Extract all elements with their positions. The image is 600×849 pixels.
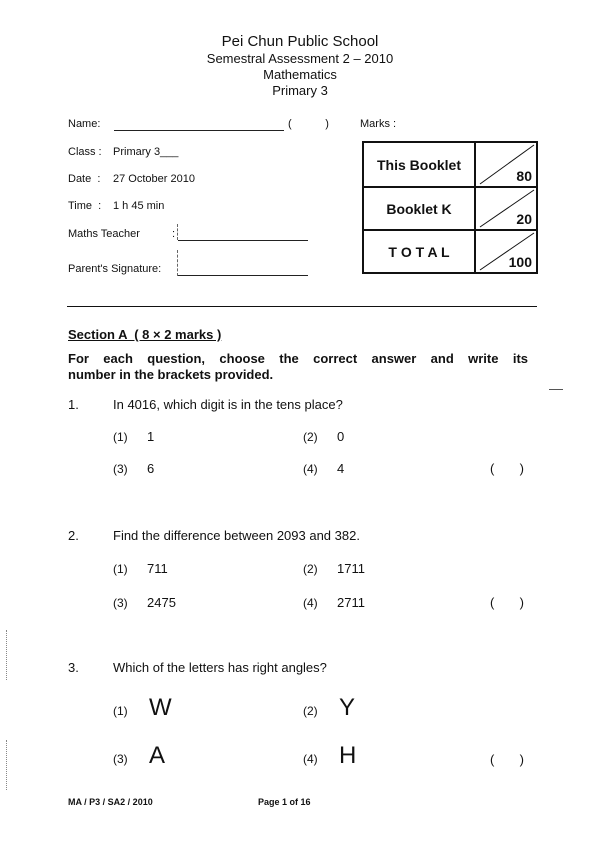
marks-score-cell	[475, 187, 537, 230]
time-label: Time :	[68, 200, 102, 212]
section-instruction-line1: For each question, choose the correct answer and write its	[68, 351, 528, 366]
marks-row-total	[363, 230, 537, 273]
option-number: (3)	[113, 596, 128, 610]
section-title: Section A ( 8 × 2 marks )	[68, 327, 222, 342]
marks-row-label: This Booklet	[363, 142, 475, 187]
marks-score: 100	[508, 254, 532, 270]
marks-row-booklet	[363, 142, 537, 187]
class-label: Class :	[68, 146, 102, 158]
scan-mark	[549, 389, 563, 390]
marks-row-label: T O T A L	[363, 230, 475, 273]
marks-label: Marks :	[360, 118, 397, 130]
option-number: (1)	[113, 430, 128, 444]
scan-mark	[6, 630, 7, 680]
marks-row-label: Booklet K	[363, 187, 475, 230]
option-3[interactable]	[113, 595, 176, 610]
option-value: 4	[337, 461, 345, 476]
option-value: 1711	[337, 561, 365, 576]
option-1[interactable]	[113, 561, 168, 576]
option-value: 1	[147, 429, 155, 444]
question-text: In 4016, which digit is in the tens place?	[113, 397, 343, 412]
option-4[interactable]	[303, 461, 344, 476]
option-value: W	[149, 694, 172, 721]
option-number: (3)	[113, 462, 128, 476]
date-label: Date :	[68, 173, 101, 185]
name-line[interactable]	[114, 130, 284, 131]
marks-score-cell	[475, 142, 537, 187]
question-text: Which of the letters has right angles?	[113, 660, 327, 675]
school-name: Pei Chun Public School	[221, 33, 379, 50]
name-label: Name:	[68, 118, 101, 130]
date-value: 27 October 2010	[113, 173, 195, 185]
subject-title: Mathematics	[263, 67, 337, 82]
option-number: (2)	[303, 562, 318, 576]
teacher-line[interactable]	[178, 240, 308, 241]
question-number: 2.	[68, 528, 79, 543]
option-1[interactable]	[113, 429, 154, 444]
option-number: (1)	[113, 704, 128, 718]
option-value: H	[339, 742, 357, 769]
option-3[interactable]	[113, 742, 165, 770]
marks-table	[362, 141, 538, 274]
option-number: (2)	[303, 704, 318, 718]
option-value: Y	[339, 694, 356, 721]
scan-mark	[6, 740, 7, 790]
option-3[interactable]	[113, 461, 154, 476]
answer-bracket[interactable]: ( )	[490, 595, 524, 610]
option-value: 6	[147, 461, 155, 476]
answer-bracket[interactable]: ( )	[490, 752, 524, 767]
question-number: 3.	[68, 660, 79, 675]
option-number: (3)	[113, 752, 128, 766]
question-number: 1.	[68, 397, 79, 412]
option-2[interactable]	[303, 429, 344, 444]
section-instruction-line2: number in the brackets provided.	[68, 367, 274, 382]
teacher-divider	[177, 224, 178, 240]
page-number: Page 1 of 16	[258, 797, 311, 807]
option-value: 711	[147, 561, 168, 576]
marks-row-booklet-k	[363, 187, 537, 230]
option-4[interactable]	[303, 742, 356, 770]
teacher-label: Maths Teacher	[68, 228, 140, 240]
option-2[interactable]	[303, 561, 365, 576]
class-value: Primary 3___	[113, 146, 179, 158]
option-2[interactable]	[303, 694, 355, 722]
parent-signature-line[interactable]	[178, 275, 308, 276]
assessment-title: Semestral Assessment 2 – 2010	[206, 51, 394, 66]
option-number: (2)	[303, 430, 318, 444]
marks-score: 20	[516, 211, 532, 227]
option-1[interactable]	[113, 694, 172, 722]
question-text: Find the difference between 2093 and 382.	[113, 528, 360, 543]
name-bracket: ( )	[288, 118, 329, 130]
teacher-colon: :	[172, 228, 176, 240]
answer-bracket[interactable]: ( )	[490, 461, 524, 476]
marks-score-cell	[475, 230, 537, 273]
parent-signature-label: Parent's Signature:	[68, 263, 162, 275]
option-4[interactable]	[303, 595, 365, 610]
option-value: A	[149, 742, 166, 769]
option-number: (4)	[303, 462, 318, 476]
option-number: (1)	[113, 562, 128, 576]
section-divider	[67, 306, 537, 307]
parent-divider	[177, 250, 178, 276]
footer-code: MA / P3 / SA2 / 2010	[68, 797, 153, 807]
marks-score: 80	[516, 168, 532, 184]
option-value: 0	[337, 429, 345, 444]
option-number: (4)	[303, 596, 318, 610]
option-value: 2475	[147, 595, 176, 610]
option-number: (4)	[303, 752, 318, 766]
time-value: 1 h 45 min	[113, 200, 165, 212]
level-title: Primary 3	[272, 83, 328, 98]
option-value: 2711	[337, 595, 365, 610]
